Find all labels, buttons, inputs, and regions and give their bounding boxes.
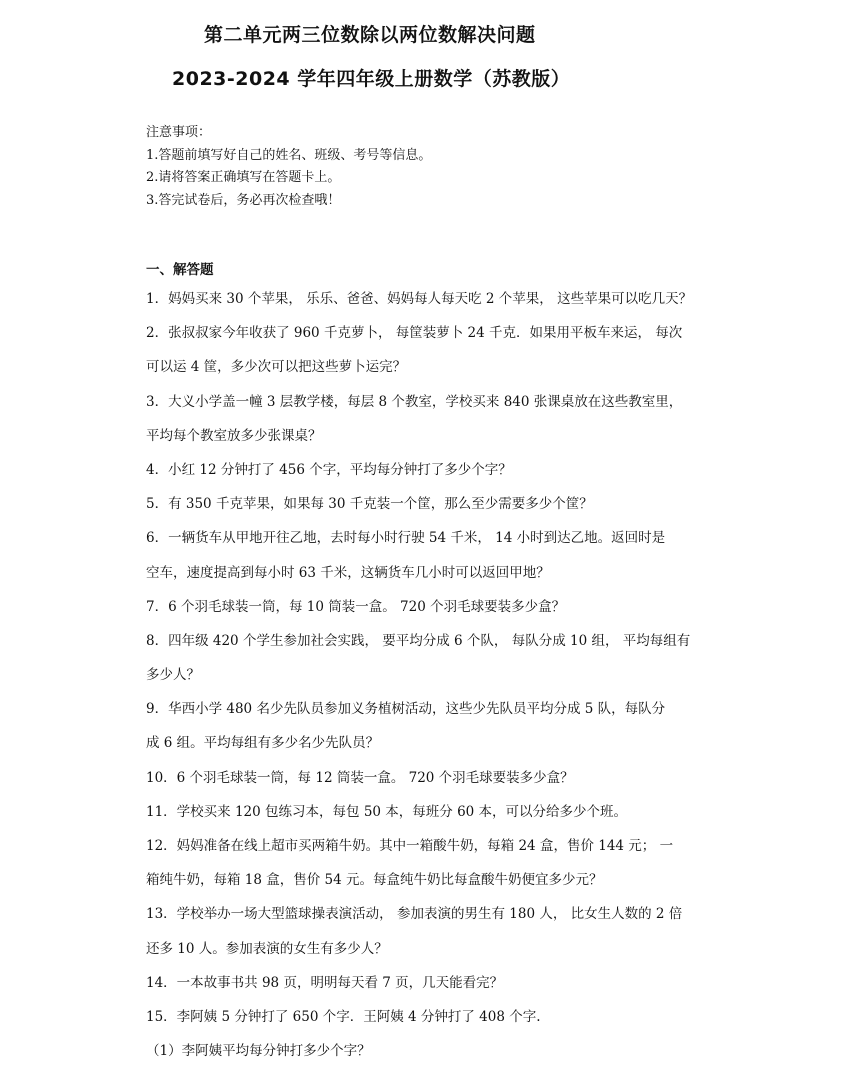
page-subtitle: 2023-2024 学年四年级上册数学（苏教版） <box>172 68 571 90</box>
section-title: 一、解答题 <box>146 262 214 278</box>
notes-item: 2.请将答案正确填写在答题卡上。 <box>146 170 341 185</box>
notes-item: 1.答题前填写好自己的姓名、班级、考号等信息。 <box>146 147 432 163</box>
page-title: 第二单元两三位数除以两位数解决问题 <box>204 24 536 46</box>
question-line: 成 6 组。平均每组有多少名少先队员？ <box>146 735 380 752</box>
question-line: 15．李阿姨 5 分钟打了 650 个字．王阿姨 4 分钟打了 408 个字. <box>146 1008 541 1025</box>
question-list <box>146 282 746 1068</box>
question-line: 14．一本故事书共 98 页，明明每天看 7 页，几天能看完？ <box>146 974 504 991</box>
question-line: 多少人？ <box>146 667 200 684</box>
question-line: 还多 10 人。参加表演的女生有多少人？ <box>146 940 388 957</box>
question-line: 13．学校举办一场大型篮球操表演活动， 参加表演的男生有 180 人， 比女生人数的 2 倍 <box>146 906 683 923</box>
question-line: 平均每个教室放多少张课桌？ <box>146 427 322 444</box>
notes-item: 3.答完试卷后，务必再次检查哦！ <box>146 192 341 208</box>
question-line: 5．有 350 千克苹果，如果每 30 千克装一个筐，那么至少需要多少个筐？ <box>146 496 593 513</box>
notes-heading: 注意事项： <box>146 125 212 140</box>
question-line: 6．一辆货车从甲地开往乙地，去时每小时行驶 54 千米， 14 小时到达乙地。返回时是 <box>146 530 666 547</box>
question-line: 7．6 个羽毛球装一筒，每 10 筒装一盒。 720 个羽毛球要装多少盒？ <box>146 598 566 615</box>
question-line: 1．妈妈买来 30 个苹果， 乐乐、爸爸、妈妈每人每天吃 2 个苹果， 这些苹果可以吃几天？ <box>146 291 693 307</box>
question-line: 8．四年级 420 个学生参加社会实践， 要平均分成 6 个队， 每队分成 10 组， 平均每组有 <box>146 632 691 649</box>
question-line: 11．学校买来 120 包练习本，每包 50 本，每班分 60 本，可以分给多少个班。 <box>146 803 628 820</box>
question-line: 空车，速度提高到每小时 63 千米，这辆货车几小时可以返回甲地？ <box>146 564 550 581</box>
question-line: （1）李阿姨平均每分钟打多少个字？ <box>146 1043 371 1060</box>
question-line: 10．6 个羽毛球装一筒，每 12 筒装一盒。 720 个羽毛球要装多少盒？ <box>146 769 574 786</box>
question-line: 4．小红 12 分钟打了 456 个字，平均每分钟打了多少个字？ <box>146 461 512 478</box>
question-line: 9．华西小学 480 名少先队员参加义务植树活动，这些少先队员平均分成 5 队，每队分 <box>146 701 666 718</box>
question-line: 箱纯牛奶，每箱 18 盒，售价 54 元。每盒纯牛奶比每盒酸牛奶便宜多少元？ <box>146 872 603 889</box>
notes-block <box>146 122 431 212</box>
question-line: 2．张叔叔家今年收获了 960 千克萝卜， 每筐装萝卜 24 千克．如果用平板车来运， 每次 <box>146 325 683 342</box>
question-line: 可以运 4 筐，多少次可以把这些萝卜运完？ <box>146 359 407 376</box>
question-line: 3．大义小学盖一幢 3 层教学楼，每层 8 个教室，学校买来 840 张课桌放在这些教室里， <box>146 393 683 410</box>
question-line: 12．妈妈准备在线上超市买两箱牛奶。其中一箱酸牛奶，每箱 24 盒，售价 144 元； 一 <box>146 838 674 854</box>
